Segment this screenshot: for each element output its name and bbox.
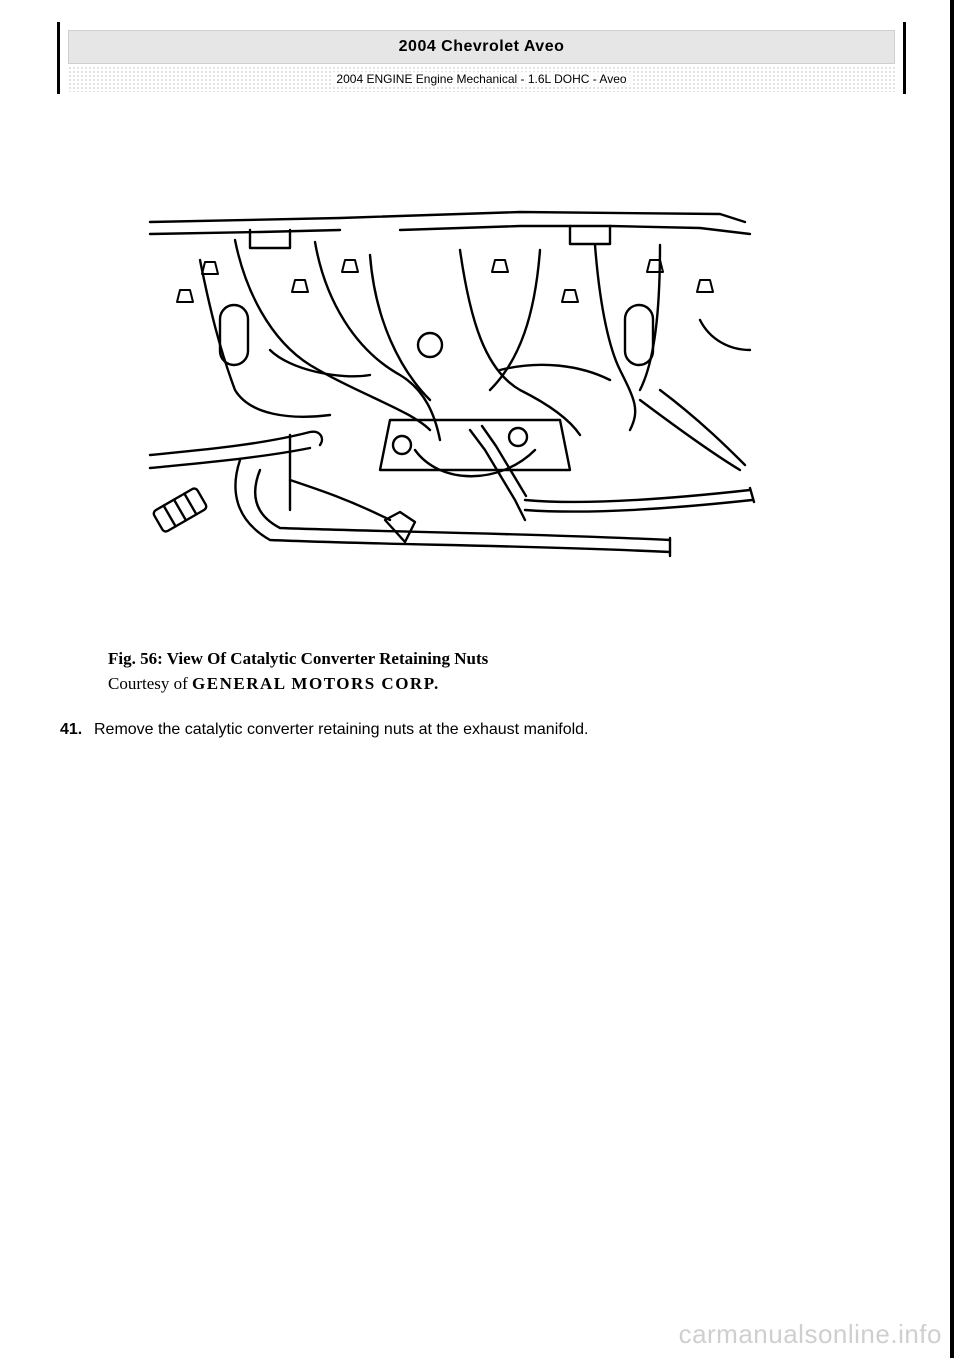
figure-caption <box>108 646 488 696</box>
vehicle-title: 2004 Chevrolet Aveo <box>68 30 895 64</box>
site-watermark: carmanualsonline.info <box>678 1319 942 1349</box>
section-subtitle-text: 2004 ENGINE Engine Mechanical - 1.6L DOHC - Aveo <box>332 72 630 86</box>
step-number: 41. <box>60 721 83 738</box>
figure-credit <box>108 671 488 696</box>
step-text: Remove the catalytic converter retaining nuts at the exhaust manifold. <box>94 721 589 738</box>
section-subtitle <box>68 66 895 92</box>
figure-credit-org: GENERAL MOTORS CORP. <box>192 674 440 693</box>
page-header <box>57 22 906 94</box>
page-edge-rule <box>950 0 954 1358</box>
procedure-step <box>60 721 880 739</box>
figure-credit-prefix: Courtesy of <box>108 674 193 693</box>
catalytic-converter-illustration <box>140 200 760 580</box>
figure-title: Fig. 56: View Of Catalytic Converter Retaining Nuts <box>108 649 489 668</box>
